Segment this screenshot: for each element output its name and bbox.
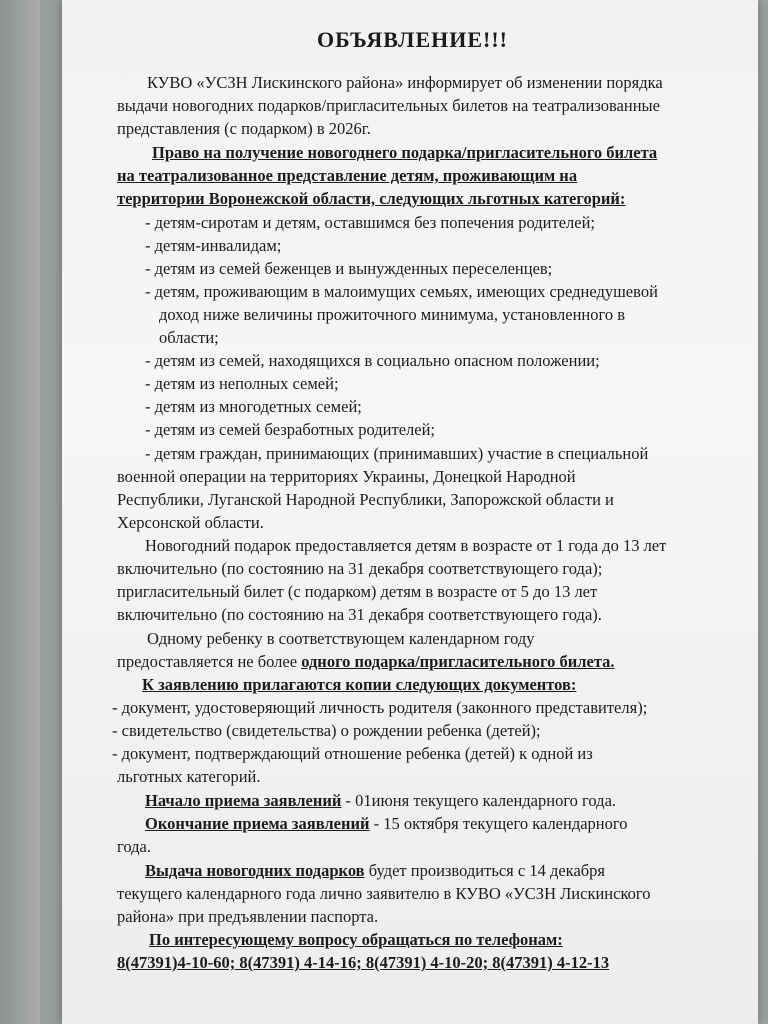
gift-issue-label: Выдача новогодних подарков (145, 861, 365, 880)
doc-identity: - документ, удостоверяющий личность родителя (законного представителя); (112, 698, 648, 717)
category-large-family: - детям из многодетных семей; (145, 397, 362, 416)
one-per-child-prefix: предоставляется не более (117, 652, 302, 671)
doc-category-proof-1: - документ, подтверждающий отношение ребенка (детей) к одной из (112, 744, 593, 763)
svo-line-1: - детям граждан, принимающих (принимавших) участие в специальной (145, 444, 649, 463)
gift-issue-value: будет производиться с 14 декабря (364, 861, 605, 880)
application-start-value: - 01июня текущего календарного года. (341, 791, 617, 810)
svo-line-4: Херсонской области. (117, 513, 264, 532)
age-line-4: включительно (по состоянию на 31 декабря соответствующего года). (117, 605, 602, 624)
intro-line-3: представления (с подарком) в 2026г. (117, 119, 371, 138)
gift-issue-line-3: района» при предъявлении паспорта. (117, 907, 379, 926)
rights-heading-line-2: на театрализованное представление детям, проживающим на (117, 166, 578, 185)
one-per-child-line-1: Одному ребенку в соответствующем календарном году (147, 629, 535, 648)
category-low-income-3: области; (159, 328, 219, 347)
application-end-label: Окончание приема заявлений (145, 814, 370, 833)
docs-heading: К заявлению прилагаются копии следующих документов: (142, 675, 577, 694)
category-low-income-2: доход ниже величины прожиточного минимума, установленного в (159, 305, 626, 324)
category-refugees: - детям из семей беженцев и вынужденных переселенцев; (145, 259, 553, 278)
category-unemployed: - детям из семей безработных родителей; (145, 420, 436, 439)
svo-line-2: военной операции на территориях Украины, Донецкой Народной (117, 467, 576, 486)
age-line-1: Новогодний подарок предоставляется детям в возрасте от 1 года до 13 лет (145, 536, 667, 555)
one-per-child-line-2 (117, 652, 717, 672)
gift-issue-line-2: текущего календарного года лично заявителю в КУВО «УСЗН Лискинского (117, 884, 651, 903)
contact-heading: По интересующему вопросу обращаться по телефонам: (149, 930, 563, 949)
age-line-3: пригласительный билет (с подарком) детям в возрасте от 5 до 13 лет (117, 582, 598, 601)
intro-line-2: выдачи новогодних подарков/пригласительных билетов на театрализованные (117, 96, 660, 115)
category-orphans: - детям-сиротам и детям, оставшимся без попечения родителей; (145, 213, 595, 232)
category-dangerous-situation: - детям из семей, находящихся в социально опасном положении; (145, 351, 600, 370)
background-left (0, 0, 40, 1024)
doc-category-proof-2: льготных категорий. (117, 767, 261, 786)
application-end-line-2: года. (117, 837, 151, 856)
rights-heading-line-3: территории Воронежской области, следующих льготных категорий: (117, 189, 626, 208)
contact-phones: 8(47391)4-10-60; 8(47391) 4-14-16; 8(47391) 4-10-20; 8(47391) 4-12-13 (117, 953, 610, 972)
paper-sheet (62, 0, 758, 1024)
svo-line-3: Республики, Луганской Народной Республики, Запорожской области и (117, 490, 614, 509)
one-per-child-limit: одного подарка/пригласительного билета. (301, 652, 615, 671)
category-low-income-1: - детям, проживающим в малоимущих семьях, имеющих среднедушевой (145, 282, 658, 301)
rights-heading-line-1: Право на получение новогоднего подарка/пригласительного билета (152, 143, 658, 162)
doc-birth-certificate: - свидетельство (свидетельства) о рождении ребенка (детей); (112, 721, 541, 740)
application-start-label: Начало приема заявлений (145, 791, 342, 810)
category-disabled: - детям-инвалидам; (145, 236, 282, 255)
application-start (145, 791, 745, 811)
application-end (145, 814, 745, 834)
application-end-value: - 15 октября текущего календарного (369, 814, 628, 833)
intro-line-1: КУВО «УСЗН Лискинского района» информирует об изменении порядка (147, 73, 663, 92)
category-single-parent: - детям из неполных семей; (145, 374, 339, 393)
announcement-title: ОБЪЯВЛЕНИЕ!!! (317, 27, 508, 52)
gift-issue (145, 861, 745, 881)
age-line-2: включительно (по состоянию на 31 декабря соответствующего года); (117, 559, 603, 578)
